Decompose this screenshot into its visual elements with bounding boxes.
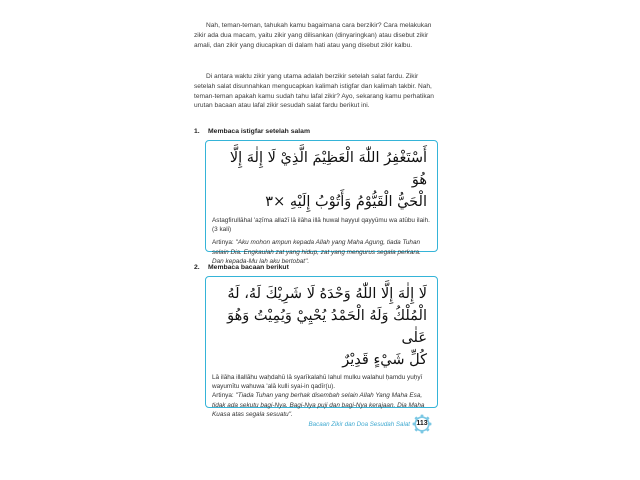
- arabic-line: كُلِّ شَيْءٍ قَدِيْرٌ: [342, 352, 427, 368]
- section-1-number: 1.: [194, 128, 200, 135]
- meaning-text: "Tiada Tuhan yang berhak disembah selain Allah Yang Maha Esa, tidak ada sekutu bagi-Nya. Bagi-Nya puji dan bagi-Nya kerajaan. Dia Maha Kuasa atas segala sesuatu".: [212, 392, 425, 418]
- zikir-time-paragraph-text: Di antara waktu zikir yang utama adalah berzikir setelah salat fardu. Zikir setelah salat disunnahkan mengucapkan kalimah istigfar dan kalimah takbir. Nah, teman-teman apakah kamu sudah tahu lafal zikir? Ayo, sekarang kamu perhatikan urutan bacaan atau lafal zikir sesudah salat fardu berikut ini.: [194, 73, 434, 110]
- zikir-time-paragraph: [194, 72, 438, 111]
- section-2-heading: [194, 264, 289, 271]
- arabic-line: الْمُلْكُ وَلَهُ الْحَمْدُ يُحْيِيْ وَيُمِيْتُ وَهُوَ عَلٰى: [227, 308, 427, 346]
- section-1-title: Membaca istigfar setelah salam: [208, 128, 310, 135]
- intro-paragraph: [194, 21, 438, 50]
- page-number: 113: [416, 420, 428, 427]
- istigfar-box: [205, 140, 438, 265]
- section-2-title: Membaca bacaan berikut: [208, 264, 289, 271]
- istigfar-meaning: [206, 238, 437, 266]
- section-2-number: 2.: [194, 264, 200, 271]
- tahlil-arabic: [206, 277, 437, 371]
- page-number-badge: [412, 414, 432, 434]
- arabic-line: الْحَيُّ الْقَيُّوْمُ وَأَتُوْبُ إِلَيْهِ ×٣: [265, 194, 427, 210]
- tahlil-meaning: [206, 391, 437, 419]
- arabic-line: أَسْتَغْفِرُ اللّٰهَ الْعَظِيْمَ الَّذِيْ لَا إِلٰهَ إِلَّا هُوَ: [229, 150, 427, 188]
- istigfar-transliteration: Astagfirullāhal 'aẓīma allażī lā ilāha illā huwal hayyul qayyūmu wa atūbu ilaih. (3 kali): [212, 217, 430, 234]
- section-1-heading: [194, 128, 310, 135]
- arabic-line: لَا إِلٰهَ إِلَّا اللّٰهُ وَحْدَهُ لَا شَرِيْكَ لَهُ، لَهُ: [227, 286, 427, 302]
- meaning-label: Artinya:: [212, 392, 234, 400]
- tahlil-box: [205, 276, 438, 418]
- footer-chapter-title: Bacaan Zikir dan Doa Sesudah Salat: [308, 421, 410, 428]
- istigfar-arabic: [206, 141, 437, 213]
- intro-paragraph-text: Nah, teman-teman, tahukah kamu bagaimana cara berzikir? Cara melakukan zikir ada dua macam, yaitu zikir yang dilisankan (dinyaringkan) atau disebut zikir amali, dan zikir yang diucapkan di dalam hati atau yang disebut zikir kalbu.: [194, 22, 432, 49]
- meaning-label: Artinya:: [212, 239, 234, 247]
- meaning-text: "Aku mohon ampun kepada Allah yang Maha Agung, tiada Tuhan selain Dia. Engkaulah zat yang hidup, zat yang mengurus segala perkara. Dan kepada-Mu lah aku bertobat".: [212, 239, 421, 265]
- tahlil-transliteration: Lā ilāha illallāhu waḥdahū lā syarīkalahū lahul mulku walahul ḥamdu yuḥyī wayumītu wahuwa 'alā kulli syai-in qadīr(u).: [212, 374, 423, 391]
